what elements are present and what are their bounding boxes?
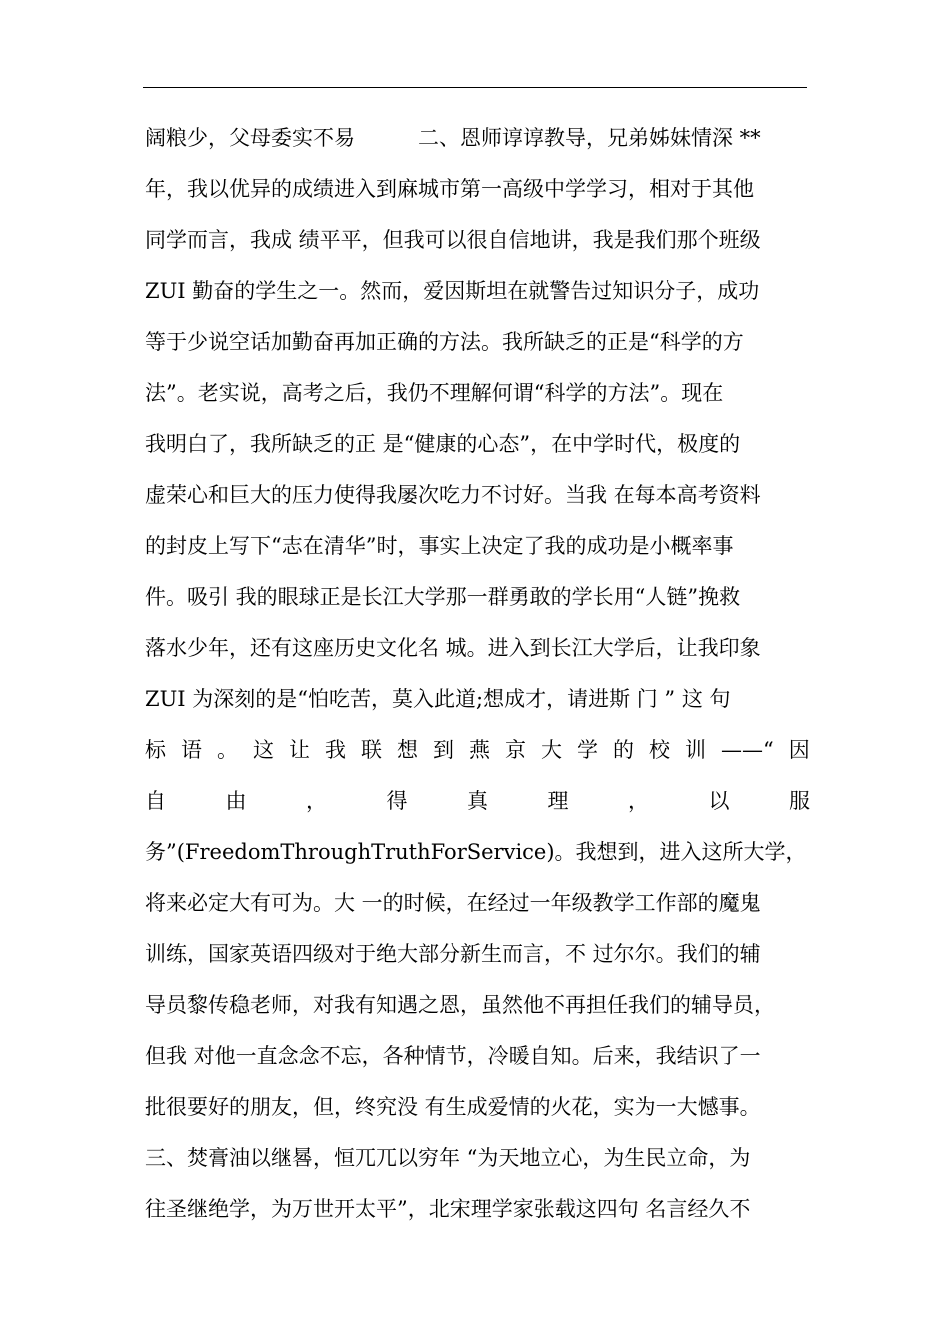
line13-char: 训	[685, 738, 706, 762]
line13-char: 校	[649, 738, 670, 762]
text-line-17: 训练，国家英语四级对于绝大部分新生而言，不 过尔尔。我们的辅	[145, 942, 761, 966]
text-line-18: 导员黎传稳老师，对我有知遇之恩，虽然他不再担任我们的辅导员，	[145, 993, 775, 1017]
line13-char: ——“	[721, 738, 774, 762]
text-line-3: 同学而言，我成 绩平平，但我可以很自信地讲，我是我们那个班级	[145, 228, 761, 252]
text-line-21: 三、焚膏油以继晷，恒兀兀以穷年 “为天地立心，为生民立命，为	[145, 1146, 751, 1170]
line13-char: 学	[577, 738, 598, 762]
line13-char: 京	[505, 738, 526, 762]
line14-char: 以	[708, 789, 730, 813]
line14-char: ，	[628, 789, 649, 813]
line13-char: 因	[788, 738, 810, 762]
text-line-22: 往圣继绝学，为万世开太平”，北宋理学家张载这四句 名言经久不	[145, 1197, 751, 1221]
line14-char: 得	[386, 789, 408, 813]
text-line-5: 等于少说空话加勤奋再加正确的方法。我所缺乏的正是“科学的方	[145, 330, 744, 354]
line14-char: 理	[547, 789, 569, 813]
line13-char: 想	[397, 738, 418, 762]
text-line-1: 阔粮少，父母委实不易 二、恩师谆谆教导，兄弟姊妹情深 **	[145, 126, 761, 150]
line13-char: 联	[361, 738, 382, 762]
header-rule	[143, 87, 807, 88]
line13-char: 我	[325, 738, 346, 762]
text-line-20: 批很要好的朋友，但，终究没 有生成爱情的火花，实为一大憾事。	[145, 1095, 761, 1119]
text-line-2: 年，我以优异的成绩进入到麻城市第一高级中学学习，相对于其他	[145, 177, 754, 201]
line13-char: 让	[289, 738, 310, 762]
line13-char: 语	[181, 738, 202, 762]
line13-char: 到	[433, 738, 454, 762]
line14-char: 自	[145, 789, 166, 813]
line13-char: 的	[613, 738, 634, 762]
text-line-4: ZUI 勤奋的学生之一。然而，爱因斯坦在就警告过知识分子，成功	[145, 279, 760, 303]
line14-char: 真	[467, 789, 488, 813]
text-line-11: 落水少年，还有这座历史文化名 城。进入到长江大学后，让我印象	[145, 636, 761, 660]
body-text	[145, 118, 810, 1240]
text-line-13	[145, 730, 810, 781]
line14-char: 由	[225, 789, 247, 813]
text-line-7: 我明白了，我所缺乏的正 是“健康的心态”，在中学时代，极度的	[145, 432, 741, 456]
line14-char: ，	[306, 789, 327, 813]
line13-char: 大	[541, 738, 562, 762]
text-line-15: 务”(FreedomThroughTruthForService)。我想到，进入这所大学，	[145, 840, 807, 864]
text-line-9: 的封皮上写下“志在清华”时，事实上决定了我的成功是小概率事	[145, 534, 734, 558]
text-line-16: 将来必定大有可为。大 一的时候，在经过一年级教学工作部的魔鬼	[145, 891, 761, 915]
text-line-10: 件。吸引 我的眼球正是长江大学那一群勇敢的学长用“人链”挽救	[145, 585, 741, 609]
line13-char: 标	[145, 738, 166, 762]
text-line-19: 但我 对他一直念念不忘，各种情节，冷暖自知。后来，我结识了一	[145, 1044, 761, 1068]
line14-char: 服	[789, 789, 810, 813]
line13-char: 。	[217, 738, 238, 762]
line13-char: 这	[253, 738, 274, 762]
text-line-14	[145, 781, 810, 832]
text-line-8: 虚荣心和巨大的压力使得我屡次吃力不讨好。当我 在每本高考资料	[145, 483, 761, 507]
text-line-12: ZUI 为深刻的是“怕吃苦，莫入此道;想成才，请进斯 门 ” 这 句	[145, 687, 731, 711]
text-line-6: 法”。老实说，高考之后，我仍不理解何谓“科学的方法”。现在	[145, 381, 724, 405]
line13-char: 燕	[469, 738, 490, 762]
